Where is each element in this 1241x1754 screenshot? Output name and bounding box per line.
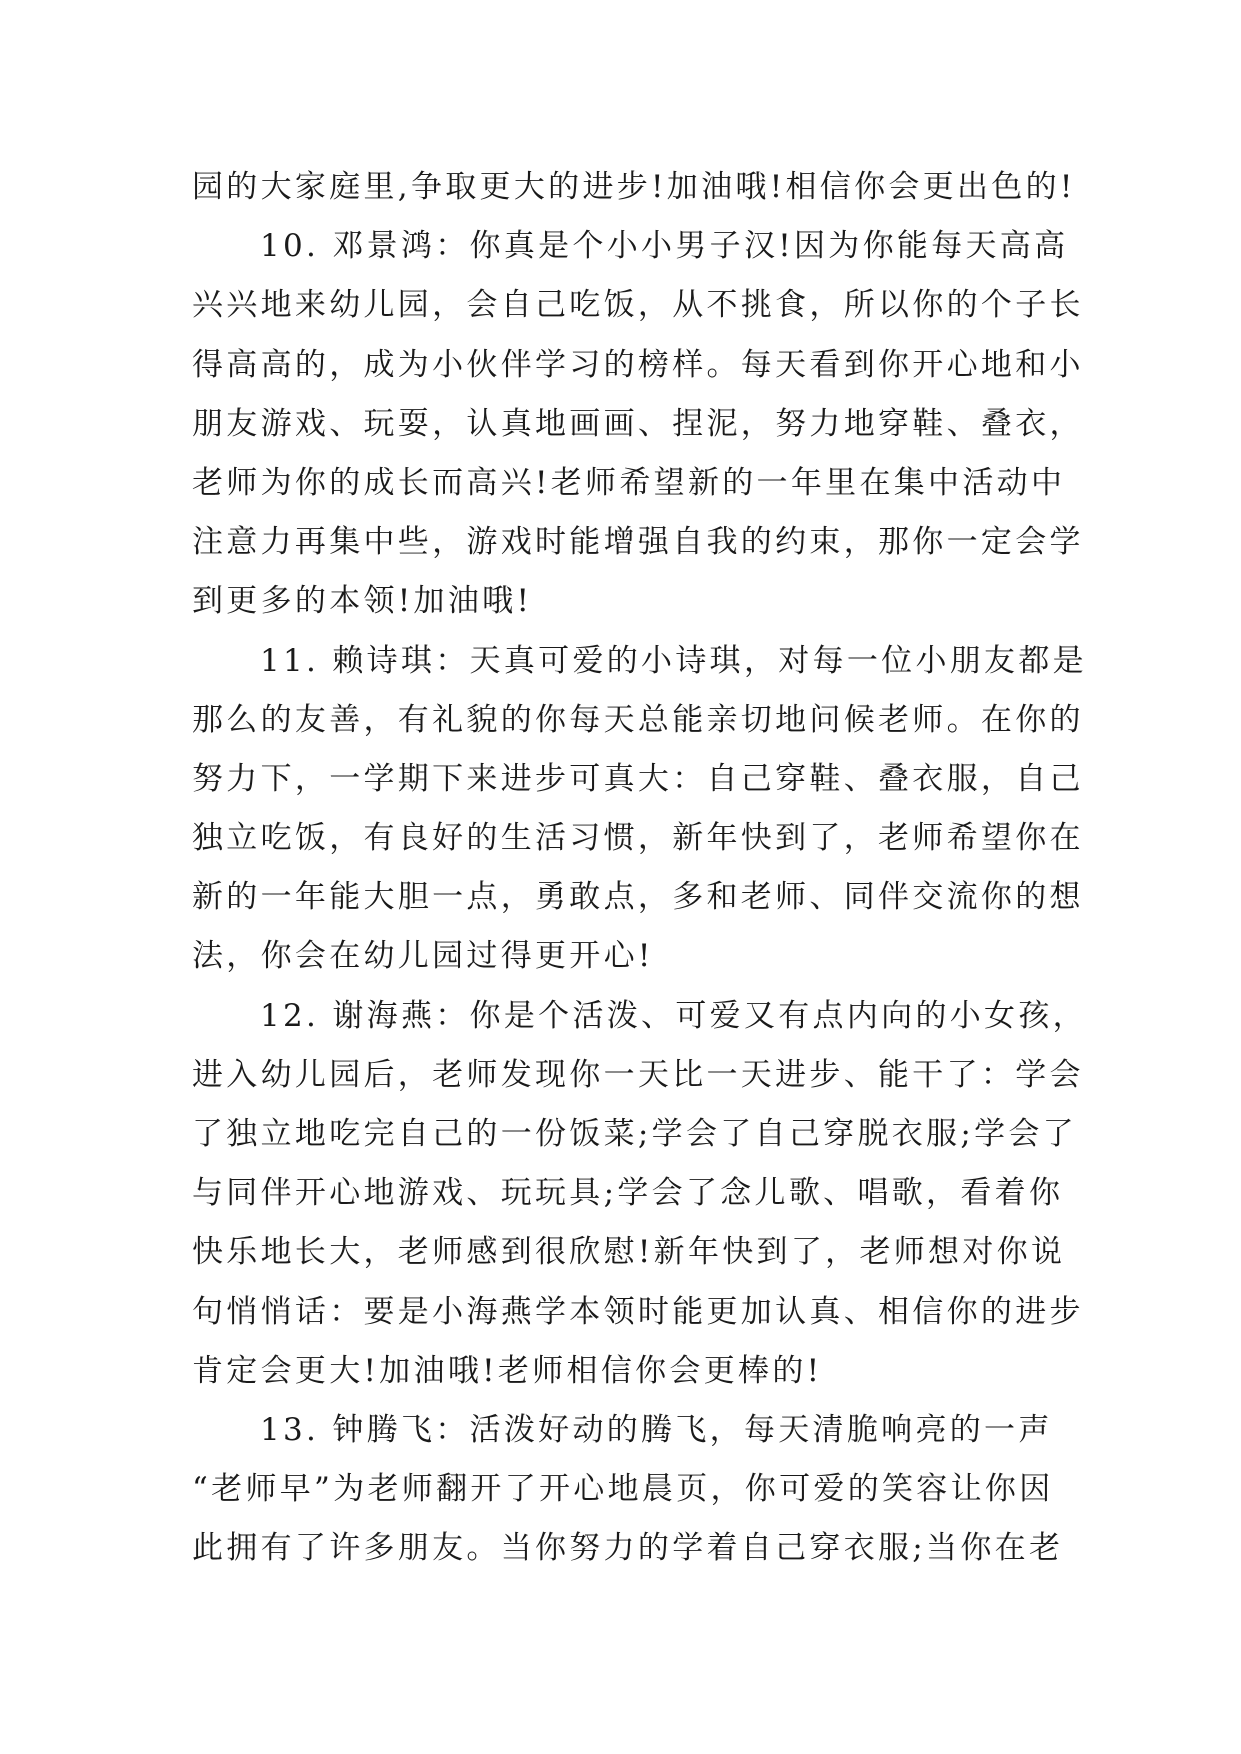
text-line-6: 老师为你的成长而高兴!老师希望新的一年里在集中活动中: [192, 464, 1066, 501]
text-line-5: 朋友游戏、玩耍，认真地画画、捏泥，努力地穿鞋、叠衣，: [192, 405, 1084, 442]
text-line-1: 园的大家庭里,争取更大的进步!加油哦!相信你会更出色的!: [192, 169, 1076, 205]
text-line-12: 独立吃饭，有良好的生活习惯，新年快到了，老师希望你在: [192, 820, 1084, 857]
text-line-23: “老师早”为老师翻开了开心地晨页，你可爱的笑容让你因: [192, 1471, 1054, 1508]
paragraph-13-first-line: 13. 钟腾飞：活泼好动的腾飞，每天清脆响亮的一声: [260, 1411, 1053, 1448]
text-line-21: 肯定会更大!加油哦!老师相信你会更棒的!: [192, 1352, 823, 1389]
text-line-16: 进入幼儿园后，老师发现你一天比一天进步、能干了：学会: [192, 1056, 1084, 1093]
text-line-11: 努力下，一学期下来进步可真大：自己穿鞋、叠衣服，自己: [192, 760, 1084, 797]
text-line-10: 那么的友善，有礼貌的你每天总能亲切地问候老师。在你的: [192, 701, 1084, 738]
text-line-7: 注意力再集中些，游戏时能增强自我的约束，那你一定会学: [192, 524, 1084, 561]
text-line-20: 句悄悄话：要是小海燕学本领时能更加认真、相信你的进步: [192, 1293, 1084, 1330]
text-line-17: 了独立地吃完自己的一份饭菜;学会了自己穿脱衣服;学会了: [192, 1116, 1077, 1152]
text-line-8: 到更多的本领!加油哦!: [192, 583, 533, 620]
paragraph-10-first-line: 10. 邓景鸿：你真是个小小男子汉!因为你能每天高高: [260, 228, 1069, 265]
paragraph-11-first-line: 11. 赖诗琪：天真可爱的小诗琪，对每一位小朋友都是: [260, 642, 1087, 679]
text-line-4: 得高高的，成为小伙伴学习的榜样。每天看到你开心地和小: [192, 346, 1084, 383]
text-line-24: 此拥有了许多朋友。当你努力的学着自己穿衣服;当你在老: [192, 1530, 1064, 1567]
text-line-13: 新的一年能大胆一点，勇敢点，多和老师、同伴交流你的想: [192, 879, 1084, 916]
document-body: [192, 158, 1087, 1579]
text-line-18: 与同伴开心地游戏、玩玩具;学会了念儿歌、唱歌，看着你: [192, 1175, 1064, 1212]
text-line-3: 兴兴地来幼儿园，会自己吃饭，从不挑食，所以你的个子长: [192, 287, 1084, 324]
text-line-14: 法，你会在幼儿园过得更开心!: [192, 938, 654, 975]
text-line-19: 快乐地长大，老师感到很欣慰!新年快到了，老师想对你说: [192, 1234, 1066, 1271]
paragraph-12-first-line: 12. 谢海燕：你是个活泼、可爱又有点内向的小女孩，: [260, 997, 1087, 1034]
